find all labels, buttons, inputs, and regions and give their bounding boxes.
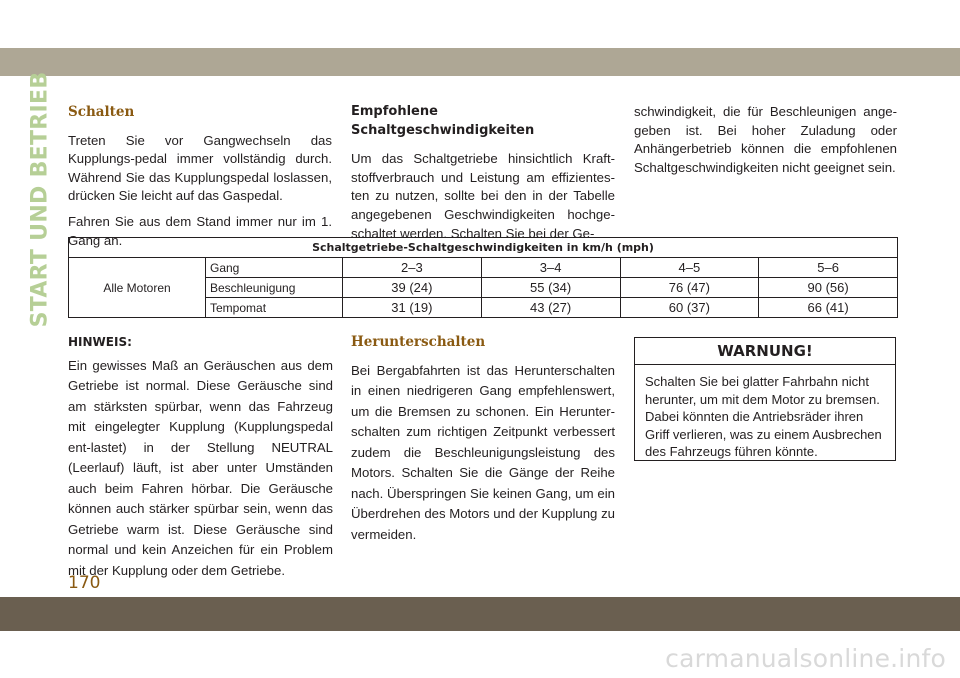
- table-cell: 43 (27): [481, 298, 620, 318]
- section-schalten: [68, 103, 332, 257]
- table-row-label: Gang: [206, 258, 343, 278]
- table-cell: 2–3: [343, 258, 482, 278]
- warning-text: Schalten Sie bei glatter Fahrbahn nicht herunter, um mit dem Motor zu bremsen. Dabei könnten die Antriebsräder ihren Griff verlieren, was zu einem Ausbrechen des Fahrzeugs führen könnte.: [645, 374, 882, 460]
- warning-box: [634, 337, 896, 461]
- top-band: [0, 48, 960, 76]
- table-cell: 55 (34): [481, 278, 620, 298]
- table-cell: 90 (56): [759, 278, 898, 298]
- note-title: HINWEIS:: [68, 335, 132, 349]
- schalten-paragraph-1: Treten Sie vor Gangwechseln das Kupplungs-pedal immer vollständig durch. Während Sie das Kupplungspedal loslassen, drücken Sie leicht auf das Gaspedal.: [68, 132, 332, 204]
- empfohlene-paragraph-1: Um das Schaltgetriebe hinsichtlich Kraft-stoffverbrauch und Leistung am effizientes-ten zu nutzen, sollte bei den in der Tabelle angegebenen Geschwindigkeiten hochge-schaltet werden. Schalten Sie bei der Ge-: [351, 151, 615, 241]
- table-row-label: Tempomat: [206, 298, 343, 318]
- chapter-side-tab: [27, 71, 53, 327]
- table-title-row: [69, 238, 898, 258]
- schalten-paragraph-2: Fahren Sie aus dem Stand immer nur im 1. Gang an.: [68, 213, 332, 248]
- table-cell: 4–5: [620, 258, 759, 278]
- heading-empfohlene: Empfohlene Schaltgeschwindigkeiten: [351, 104, 535, 138]
- table-cell: 39 (24): [343, 278, 482, 298]
- empfohlene-paragraph-2: schwindigkeit, die für Beschleunigen ange-geben ist. Bei hoher Zuladung oder Anhängerbetrieb können die empfohlenen Schaltgeschwindigkeiten nicht geeignet sein.: [634, 104, 897, 175]
- table-cell: 3–4: [481, 258, 620, 278]
- watermark-text: carmanualsonline.info: [665, 644, 946, 673]
- table-cell: 31 (19): [343, 298, 482, 318]
- shift-speed-table: [68, 237, 898, 318]
- table-row: [69, 258, 898, 278]
- table-cell: 60 (37): [620, 298, 759, 318]
- note-text: Ein gewisses Maß an Geräuschen aus dem Getriebe ist normal. Diese Geräusche sind am stärksten spürbar, wenn das Fahrzeug mit eingelegter Kupplung (Kupplungspedal ent-lastet) in der Stellung NEUTRAL (Leerlauf) läuft, ist aber unter Umständen auch beim Fahren hörbar. Die Geräusche können auch stärker spürbar sein, wenn das Getriebe warm ist. Diese Geräusche sind normal und kein Anzeichen für ein Problem mit der Kupplung oder dem Getriebe.: [68, 357, 333, 578]
- heading-schalten: Schalten: [68, 104, 135, 120]
- table-cell: 76 (47): [620, 278, 759, 298]
- table-title: Schaltgetriebe-Schaltgeschwindigkeiten in km/h (mph): [69, 238, 898, 258]
- section-herunterschalten: [351, 332, 615, 552]
- warning-title: WARNUNG!: [635, 338, 895, 365]
- table-row-label: Beschleunigung: [206, 278, 343, 298]
- herunterschalten-text: Bei Bergabfahrten ist das Herunterschalten in einen niedrigeren Gang empfehlenswert, um die Bremsen zu schonen. Ein Herunter-schalten zum richtigen Zeitpunkt verbessert zudem die Beschleunigungsleistung des Motors. Schalten Sie die Gänge der Reihe nach. Überspringen Sie keinen Gang, um ein Überdrehen des Motors und der Kupplung zu vermeiden.: [351, 362, 615, 542]
- page-number: 170: [68, 573, 101, 593]
- table-cell: 5–6: [759, 258, 898, 278]
- section-hinweis: [68, 332, 333, 588]
- section-empfohlene: [351, 103, 615, 250]
- table-cell: 66 (41): [759, 298, 898, 318]
- heading-herunterschalten: Herunterschalten: [351, 334, 486, 350]
- section-empfohlene-continued: [634, 103, 897, 184]
- bottom-band: [0, 597, 960, 631]
- table-group-label: Alle Motoren: [69, 258, 206, 318]
- chapter-side-tab-label: START UND BETRIEB: [27, 71, 53, 327]
